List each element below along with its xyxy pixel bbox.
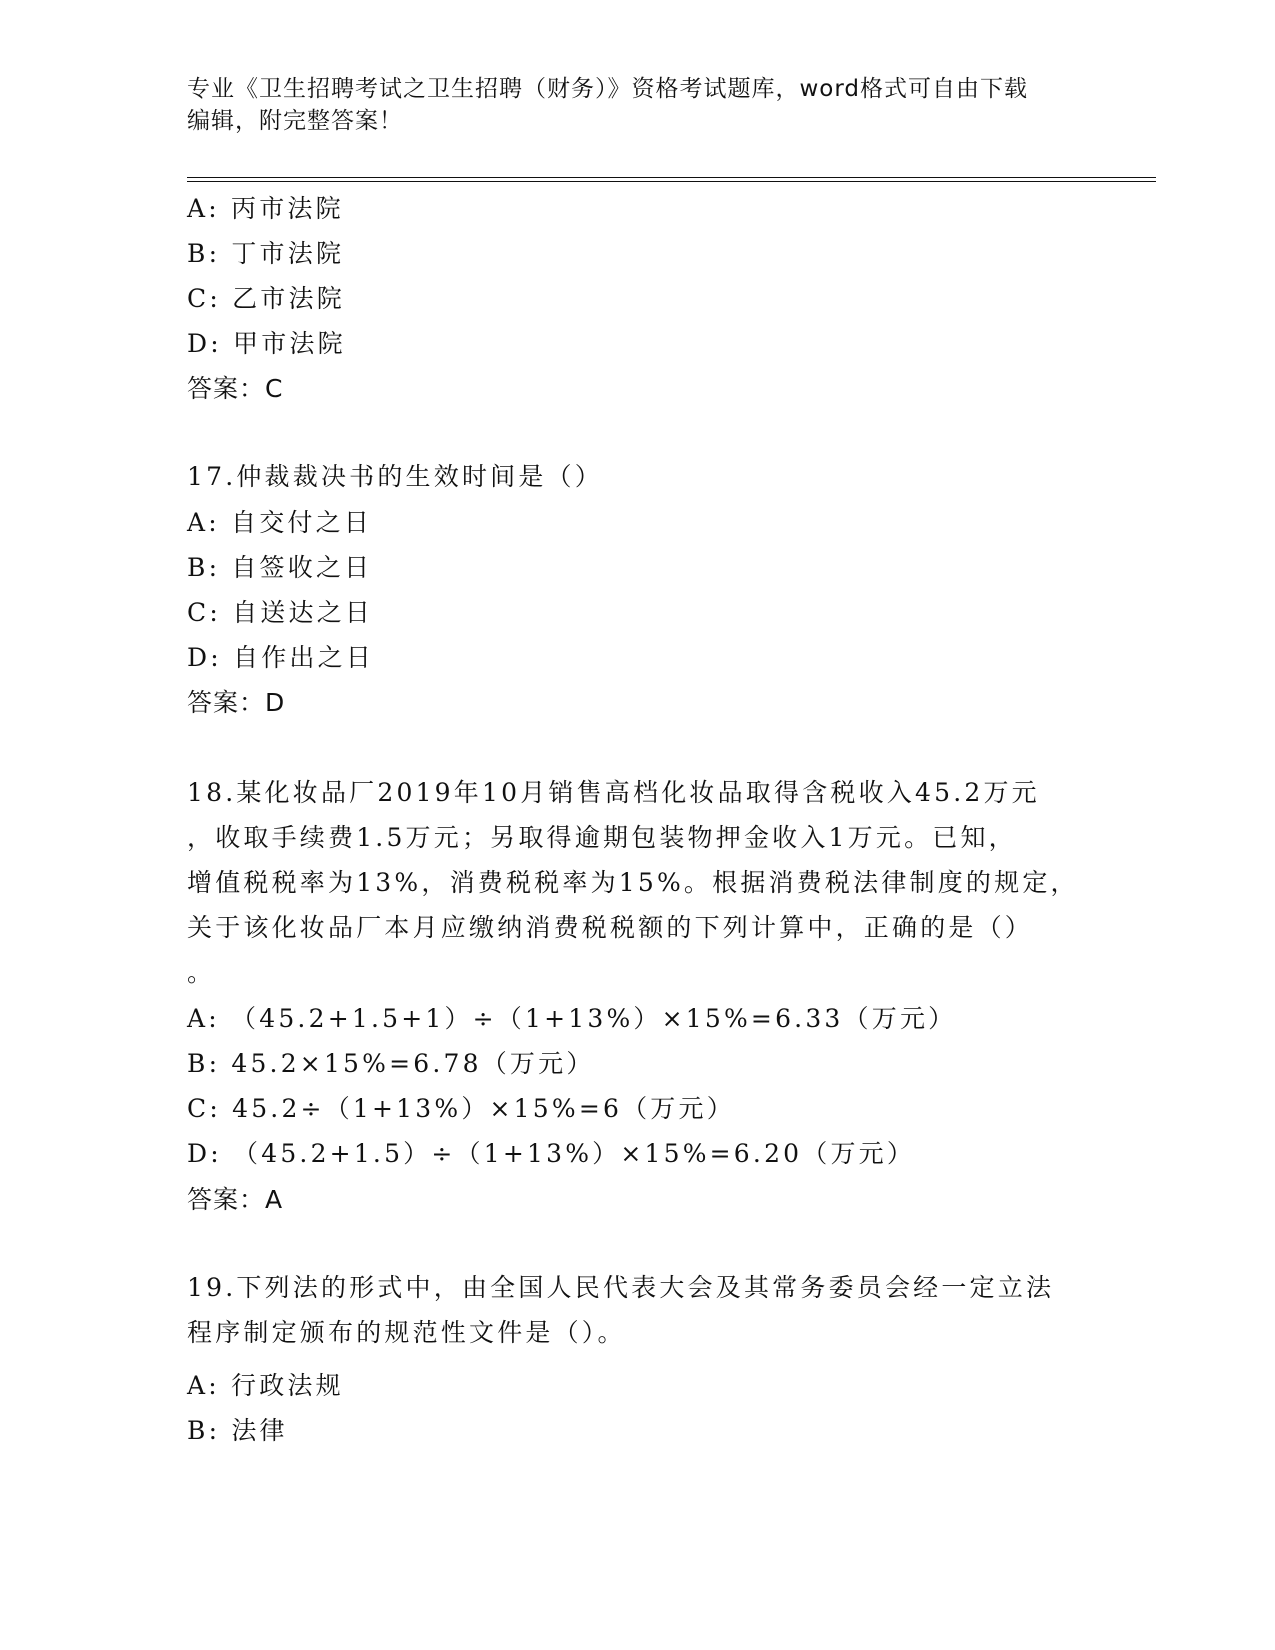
q17-stem: 17.仲裁裁决书的生效时间是（）: [187, 462, 603, 491]
q18-option-a: A: （45.2+1.5+1）÷（1+13%）×15%=6.33（万元）: [187, 1004, 957, 1033]
q18-option-b: B: 45.2×15%=6.78（万元）: [187, 1049, 595, 1078]
q19-stem-line-1: 19.下列法的形式中，由全国人民代表大会及其常务委员会经一定立法: [187, 1273, 1055, 1302]
q19-option-a: A: 行政法规: [187, 1371, 344, 1400]
q18-stem-line-1: 18.某化妆品厂2019年10月销售高档化妆品取得含税收入45.2万元: [187, 778, 1040, 807]
q19-option-b: B: 法律: [187, 1416, 288, 1445]
q18-option-c: C: 45.2÷（1+13%）×15%=6（万元）: [187, 1094, 735, 1123]
q16-option-a: A: 丙市法院: [187, 194, 344, 223]
q19-stem-line-2: 程序制定颁布的规范性文件是（）。: [187, 1318, 626, 1347]
q17-option-a: A: 自交付之日: [187, 508, 373, 537]
q16-answer: 答案：C: [187, 374, 284, 403]
q18-option-d: D: （45.2+1.5）÷（1+13%）×15%=6.20（万元）: [187, 1139, 916, 1168]
q18-stem-line-5: 。: [187, 958, 216, 987]
q16-option-b: B: 丁市法院: [187, 239, 345, 268]
q18-stem-line-2: ，收取手续费1.5万元；另取得逾期包装物押金收入1万元。已知，: [187, 823, 1017, 852]
q17-option-b: B: 自签收之日: [187, 553, 373, 582]
q18-stem-line-4: 关于该化妆品厂本月应缴纳消费税税额的下列计算中，正确的是（）: [187, 913, 1034, 942]
q16-option-d: D: 甲市法院: [187, 329, 346, 358]
q17-answer: 答案：D: [187, 688, 286, 717]
q16-option-c: C: 乙市法院: [187, 284, 345, 313]
q18-stem-line-3: 增值税税率为13%，消费税税率为15%。根据消费税法律制度的规定，: [187, 868, 1079, 897]
header-rule-top: [187, 177, 1156, 178]
header-rule-bottom: [187, 181, 1156, 182]
q17-option-d: D: 自作出之日: [187, 643, 375, 672]
header-line-1: 专业《卫生招聘考试之卫生招聘（财务）》资格考试题库，word格式可自由下载: [187, 76, 1029, 102]
header-line-2: 编辑，附完整答案！: [187, 108, 403, 134]
q17-option-c: C: 自送达之日: [187, 598, 374, 627]
q18-answer: 答案：A: [187, 1185, 284, 1214]
document-header: [187, 73, 1087, 137]
